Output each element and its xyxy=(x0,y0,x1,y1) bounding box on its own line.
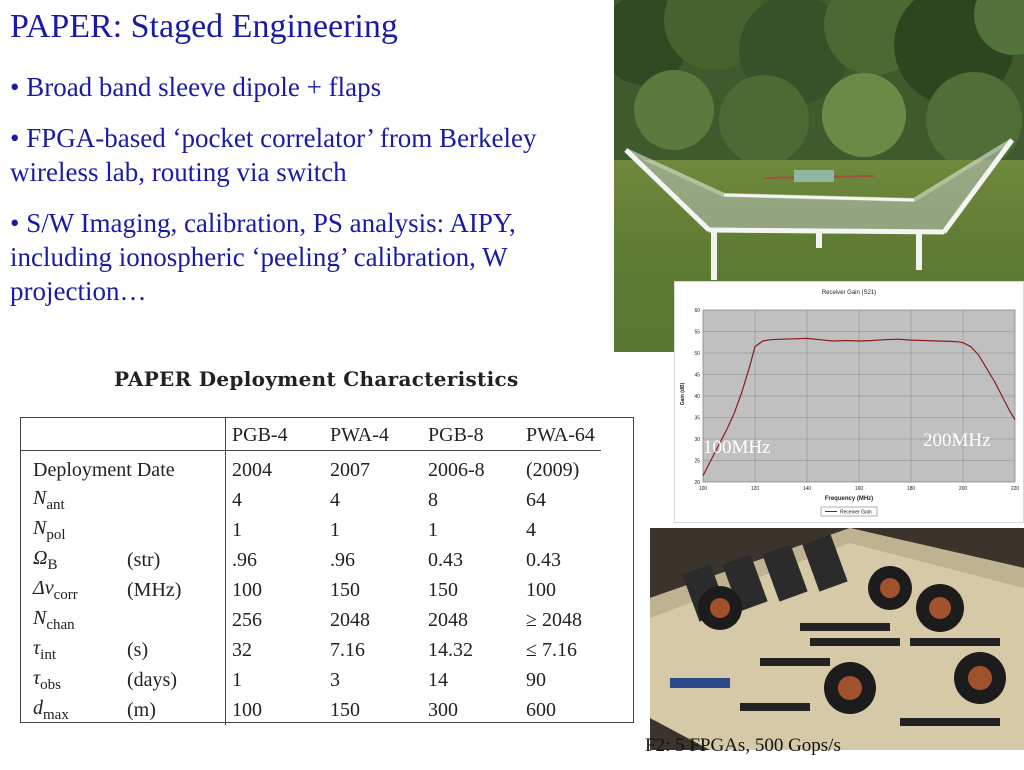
table-cell: 1 xyxy=(428,518,438,541)
table-cell: 2004 xyxy=(226,451,325,486)
receiver-gain-chart xyxy=(674,281,1024,523)
row-symbol: τ xyxy=(33,636,41,659)
row-symbol: N xyxy=(33,606,47,629)
table-cell: 14 xyxy=(428,668,448,691)
table-row-label xyxy=(21,695,121,725)
table-cell: (2009) xyxy=(526,458,580,481)
table-cell: 90 xyxy=(526,668,546,691)
table-row xyxy=(21,635,601,665)
table-cell: 150 xyxy=(330,578,360,601)
table-row xyxy=(21,545,601,575)
table-cell: 600 xyxy=(526,698,556,721)
table-cell: 8 xyxy=(428,488,438,511)
table-cell: 4 xyxy=(330,488,340,511)
chart-x-tick-label: 120 xyxy=(750,486,760,492)
bullet-item: • FPGA-based ‘pocket correlator’ from Berkeley wireless lab, routing via switch xyxy=(10,123,537,187)
freq-label-100: 100MHz xyxy=(703,437,771,458)
table-row xyxy=(21,665,601,695)
deployment-table-grid xyxy=(21,418,601,725)
table-cell: 4 xyxy=(526,518,536,541)
table-row-label xyxy=(21,515,121,545)
chart-y-tick-label: 30 xyxy=(694,436,700,443)
chart-y-tick-label: 40 xyxy=(694,393,700,400)
table-row-unit xyxy=(121,485,226,515)
table-cell: 100 xyxy=(226,695,325,725)
chart-x-tick-label: 160 xyxy=(854,486,864,492)
table-row xyxy=(21,515,601,545)
table-cell: ≤ 7.16 xyxy=(526,638,577,661)
table-header-cell xyxy=(121,418,226,451)
chart-x-tick-label: 180 xyxy=(906,486,916,492)
table-row-label: Deployment Date xyxy=(33,458,175,481)
table-cell: 1 xyxy=(226,665,325,695)
table-cell: 100 xyxy=(526,578,556,601)
row-symbol-subscript: B xyxy=(47,556,58,573)
chart-x-axis-label: Frequency (MHz) xyxy=(824,496,874,502)
fpga-board-graphic xyxy=(650,528,1024,750)
table-row-label xyxy=(21,605,121,635)
table-row-unit: (m) xyxy=(127,698,156,721)
table-cell: 150 xyxy=(428,578,458,601)
table-row xyxy=(21,451,601,486)
bullet-item: • Broad band sleeve dipole + flaps xyxy=(10,72,382,102)
receiver-gain-plot xyxy=(675,282,1023,522)
table-cell: 4 xyxy=(226,485,325,515)
table-column-header: PGB-4 xyxy=(226,418,325,451)
freq-label-200: 200MHz xyxy=(923,430,991,451)
chart-y-tick-label: 25 xyxy=(694,458,700,465)
row-symbol-subscript: max xyxy=(43,706,69,723)
board-caption: F2: 5 FPGAs, 500 Gops/s xyxy=(645,735,841,756)
slide-title: PAPER: Staged Engineering xyxy=(10,8,398,45)
bullet-list xyxy=(10,70,610,325)
table-cell: .96 xyxy=(226,545,325,575)
table-row xyxy=(21,605,601,635)
table-header-cell xyxy=(21,418,121,451)
table-column-header: PWA-4 xyxy=(324,418,422,451)
table-cell: 64 xyxy=(526,488,546,511)
chart-y-tick-label: 35 xyxy=(694,415,700,422)
row-symbol-subscript: int xyxy=(40,646,57,663)
table-row-unit: (s) xyxy=(127,638,149,661)
chart-legend-label: Receiver Gain xyxy=(840,509,872,516)
table-cell: 2007 xyxy=(330,458,370,481)
row-symbol: N xyxy=(33,486,47,509)
table-column-header: PWA-64 xyxy=(520,418,601,451)
table-cell: 256 xyxy=(226,605,325,635)
table-row-unit: (MHz) xyxy=(127,578,182,601)
table-row-label xyxy=(21,545,121,575)
table-row xyxy=(21,485,601,515)
table-row-unit xyxy=(121,605,226,635)
chart-y-tick-label: 50 xyxy=(694,350,700,357)
deployment-table xyxy=(20,417,634,723)
table-cell: 1 xyxy=(226,515,325,545)
table-cell: 300 xyxy=(428,698,458,721)
table-row-label xyxy=(21,665,121,695)
row-symbol: Δν xyxy=(33,576,54,599)
row-symbol: N xyxy=(33,516,47,539)
table-cell: 2048 xyxy=(330,608,370,631)
chart-x-tick-label: 100 xyxy=(698,486,708,492)
table-cell: 7.16 xyxy=(330,638,365,661)
row-symbol-subscript: ant xyxy=(46,496,65,513)
fpga-board-photo xyxy=(650,528,1024,750)
row-symbol-subscript: pol xyxy=(46,526,66,543)
chart-title: Receiver Gain (S21) xyxy=(821,290,877,296)
table-row xyxy=(21,695,601,725)
table-cell: 1 xyxy=(330,518,340,541)
chart-y-tick-label: 45 xyxy=(694,372,700,379)
table-row-label xyxy=(21,575,121,605)
chart-y-axis-label: Gain (dB) xyxy=(680,382,686,406)
chart-x-tick-label: 200 xyxy=(958,486,968,492)
chart-y-tick-label: 60 xyxy=(694,307,700,314)
table-cell: 3 xyxy=(330,668,340,691)
row-symbol-subscript: obs xyxy=(40,676,62,693)
table-cell: 2048 xyxy=(428,608,468,631)
chart-x-tick-label: 140 xyxy=(802,486,812,492)
table-cell: 0.43 xyxy=(526,548,561,571)
bullet-item: • S/W Imaging, calibration, PS analysis: AIPY, including ionospheric ‘peeling’ calibration, W projection… xyxy=(10,208,516,306)
table-row-unit: (days) xyxy=(127,668,177,691)
table-cell: 32 xyxy=(226,635,325,665)
table-row-unit xyxy=(121,515,226,545)
chart-x-tick-label: 220 xyxy=(1010,486,1020,492)
table-row-label xyxy=(21,635,121,665)
chart-y-tick-label: 20 xyxy=(694,479,700,486)
table-row xyxy=(21,575,601,605)
table-cell: ≥ 2048 xyxy=(526,608,582,631)
table-cell: 2006-8 xyxy=(428,458,485,481)
table-cell: .96 xyxy=(330,548,355,571)
row-symbol-subscript: chan xyxy=(46,616,75,633)
row-symbol: τ xyxy=(33,666,41,689)
table-cell: 150 xyxy=(330,698,360,721)
table-cell: 100 xyxy=(226,575,325,605)
chart-y-tick-label: 55 xyxy=(694,329,700,336)
row-symbol: Ω xyxy=(33,546,48,569)
table-header-row xyxy=(21,418,601,451)
row-symbol: d xyxy=(33,696,43,719)
table-row-label xyxy=(21,485,121,515)
row-symbol-subscript: corr xyxy=(53,586,78,603)
table-row-unit: (str) xyxy=(127,548,161,571)
table-cell: 14.32 xyxy=(428,638,473,661)
table-heading: PAPER Deployment Characteristics xyxy=(114,367,519,391)
table-cell: 0.43 xyxy=(428,548,463,571)
table-column-header: PGB-8 xyxy=(422,418,520,451)
